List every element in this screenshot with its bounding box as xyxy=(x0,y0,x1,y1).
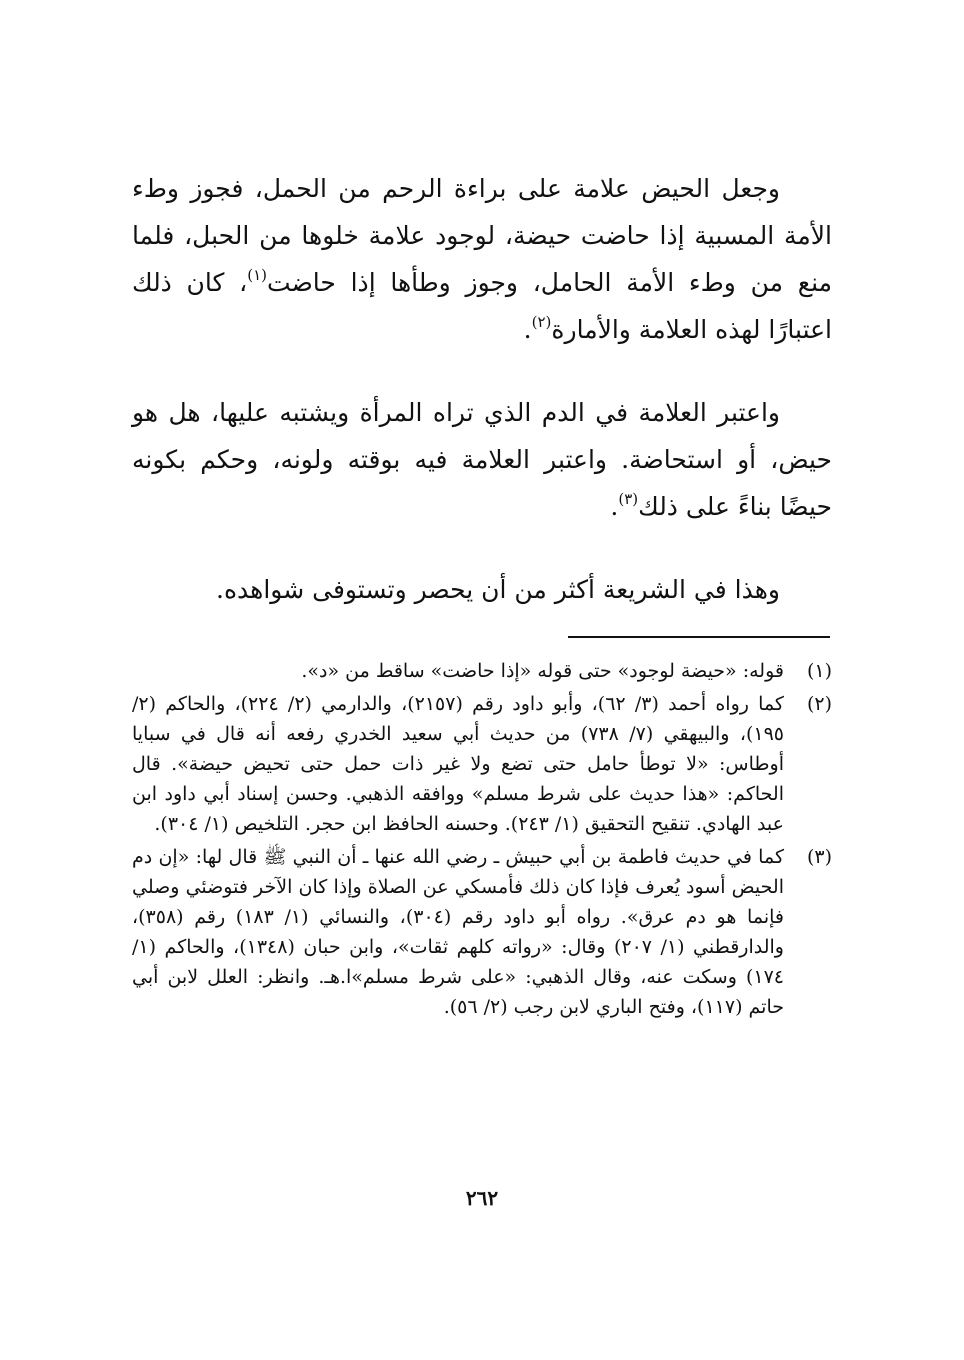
body-paragraph-2 xyxy=(132,389,832,530)
page-number: ٢٦٢ xyxy=(465,1186,499,1210)
footnote-reference-1: (١) xyxy=(247,266,268,284)
paragraph-1-text-c: . xyxy=(523,315,532,344)
footnote-1 xyxy=(132,656,832,686)
footnote-3 xyxy=(132,842,832,1022)
footnote-text: كما في حديث فاطمة بن أبي حبيش ـ رضي الله عنها ـ أن النبي ﷺ قال لها: «إن دم الحيض أسود يُعرف فإذا كان ذلك فأمسكي عن الصلاة وإذا كان الآخر فتوضئي وصلي فإنما هو دم عرق». رواه أبو داود رقم (٣٠٤)، والنسائي (١/ ١٨٣) رقم (٣٥٨)، والدارقطني (١/ ٢٠٧) وقال: «رواته كلهم ثقات»، وابن حبان (١٣٤٨)، والحاكم (١/ ١٧٤) وسكت عنه، وقال الذهبي: «على شرط مسلم»ا.هـ. وانظر: العلل لابن أبي حاتم (١١٧)، وفتح الباري لابن رجب (٢/ ٥٦). xyxy=(132,846,784,1018)
paragraph-text xyxy=(132,165,832,353)
body-paragraph-3 xyxy=(132,566,832,613)
footnote-text: كما رواه أحمد (٣/ ٦٢)، وأبو داود رقم (٢١٥٧)، والدارمي (٢/ ٢٢٤)، والحاكم (٢/ ١٩٥)، والبيهقي (٧/ ٧٣٨) من حديث أبي سعيد الخدري رفعه أنه قال في سبايا أوطاس: «لا توطأ حامل حتى تضع ولا غير ذات حمل حتى تحيض حيضة». قال الحاكم: «هذا حديث على شرط مسلم» ووافقه الذهبي. وحسن إسناد أبي داود ابن عبد الهادي. تنقيح التحقيق (١/ ٢٤٣). وحسنه الحافظ ابن حجر. التلخيص (١/ ٣٠٤). xyxy=(132,693,785,835)
paragraph-2-text-a: واعتبر العلامة في الدم الذي تراه المرأة ويشتبه عليها، هل هو حيض، أو استحاضة. واعتبر العلامة فيه بوقته ولونه، وحكم بكونه حيضًا بناءً على ذلك xyxy=(132,398,832,521)
paragraph-1-text-b: ، كان ذلك اعتبارًا لهذه العلامة والأمارة xyxy=(132,268,832,344)
paragraph-1-text-a: وجعل الحيض علامة على براءة الرحم من الحمل، فجوز وطء الأمة المسبية إذا حاضت حيضة، لوجود علامة خلوها من الحبل، فلما منع من وطء الأمة الحامل، وجوز وطأها إذا حاضت xyxy=(132,174,833,297)
footnote-reference-2: (٢) xyxy=(531,313,552,331)
body-paragraph-1 xyxy=(132,165,832,353)
footnote-separator xyxy=(568,636,830,638)
footnote-number: (٢) xyxy=(806,693,832,715)
footnote-number: (١) xyxy=(806,660,832,682)
footnote-2 xyxy=(132,689,832,839)
paragraph-2-text-b: . xyxy=(610,492,619,521)
footnotes-section xyxy=(132,656,832,1022)
footnote-reference-3: (٣) xyxy=(618,490,639,508)
footnote-text: قوله: «حيضة لوجود» حتى قوله «إذا حاضت» ساقط من «د». xyxy=(301,660,784,682)
paragraph-3-text: وهذا في الشريعة أكثر من أن يحصر وتستوفى شواهده. xyxy=(216,575,780,604)
paragraph-text xyxy=(132,389,832,530)
footnote-number: (٣) xyxy=(806,846,832,868)
